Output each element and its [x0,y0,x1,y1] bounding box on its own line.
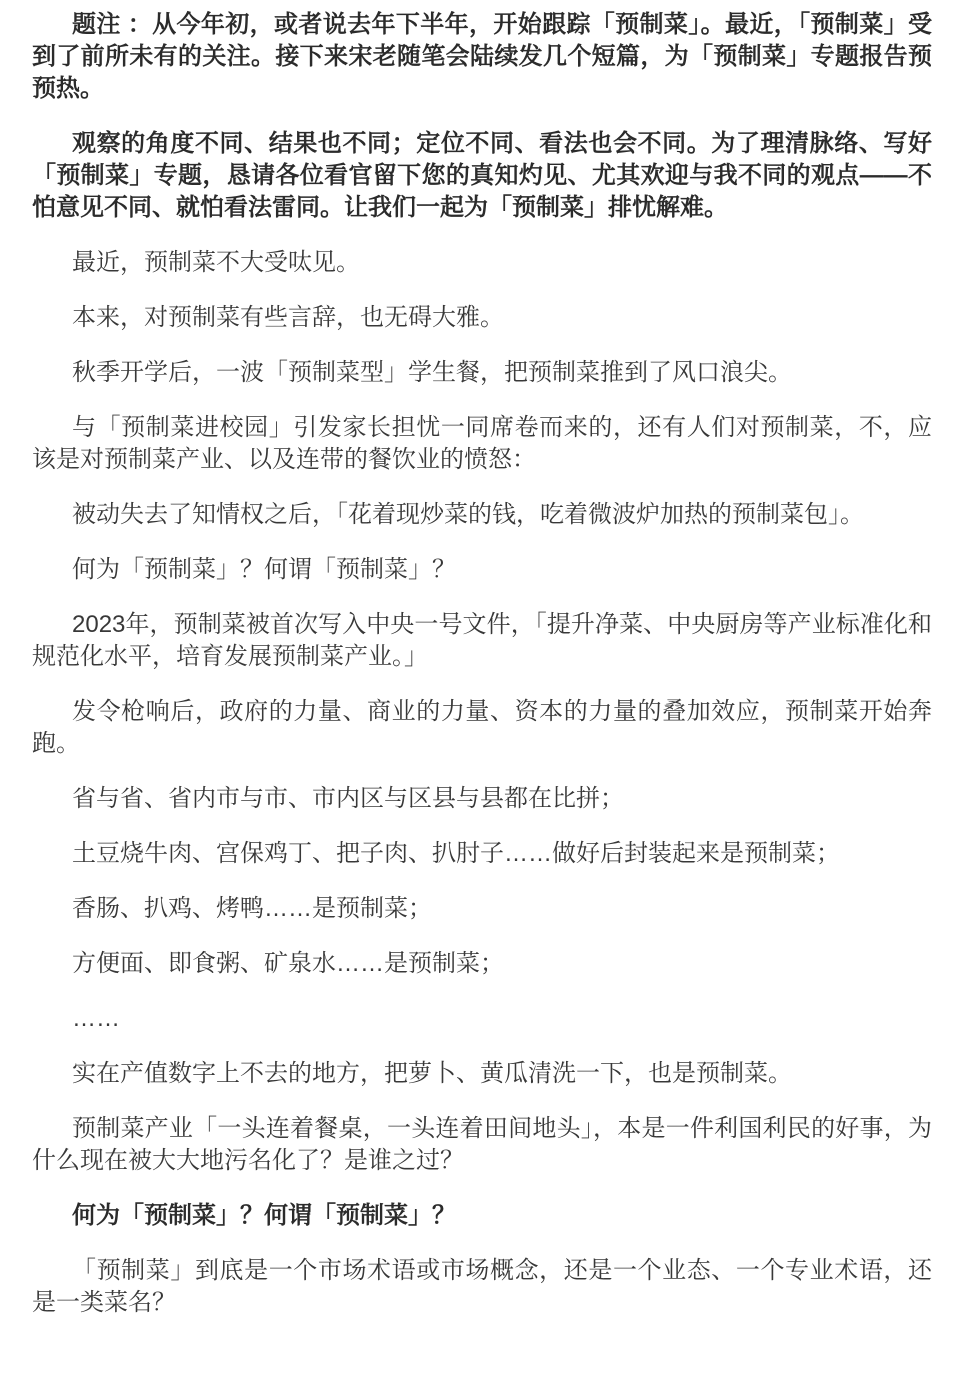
paragraph-author-invitation: 观察的角度不同、结果也不同；定位不同、看法也会不同。为了理清脉络、写好「预制菜」专题，恳请各位看官留下您的真知灼见、尤其欢迎与我不同的观点——不怕意见不同、就怕看法雷同。让我们一起为「预制菜」排忧解难。 [32,130,932,221]
paragraph: 土豆烧牛肉、宫保鸡丁、把子肉、扒肘子……做好后封装起来是预制菜； [72,840,840,867]
paragraph: 被动失去了知情权之后，「花着现炒菜的钱，吃着微波炉加热的预制菜包」。 [72,501,864,528]
paragraph: 本来，对预制菜有些言辞，也无碍大雅。 [72,304,504,331]
paragraph: 最近，预制菜不大受呔见。 [72,249,360,276]
paragraph: 香肠、扒鸡、烤鸭……是预制菜； [72,895,432,922]
paragraph: 2023年，预制菜被首次写入中央一号文件，「提升净菜、中央厨房等产业标准化和规范化水平，培育发展预制菜产业。」 [32,611,932,670]
paragraph-ellipsis: …… [72,1005,120,1032]
paragraph: 方便面、即食粥、矿泉水……是预制菜； [72,950,504,977]
paragraph: 实在产值数字上不去的地方，把萝卜、黄瓜清洗一下，也是预制菜。 [72,1060,792,1087]
paragraph: 预制菜产业「一头连着餐桌，一头连着田间地头」，本是一件利国利民的好事，为什么现在被大大地污名化了？是谁之过？ [32,1115,932,1174]
section-heading: 何为「预制菜」？何谓「预制菜」？ [72,1202,456,1229]
paragraph: 「预制菜」到底是一个市场术语或市场概念，还是一个业态、一个专业术语，还是一类菜名？ [32,1257,932,1316]
paragraph: 省与省、省内市与市、市内区与区县与县都在比拼； [72,785,624,812]
paragraph: 秋季开学后，一波「预制菜型」学生餐，把预制菜推到了风口浪尖。 [72,359,792,386]
paragraph-editors-note: 题注 ：从今年初，或者说去年下半年，开始跟踪「预制菜」。最近，「预制菜」受到了前所未有的关注。接下来宋老随笔会陆续发几个短篇，为「预制菜」专题报告预预热。 [32,11,932,102]
paragraph: 与「预制菜进校园」引发家长担忧一同席卷而来的，还有人们对预制菜，不，应该是对预制菜产业、以及连带的餐饮业的愤怒： [32,414,932,473]
paragraph: 发令枪响后，政府的力量、商业的力量、资本的力量的叠加效应，预制菜开始奔跑。 [32,698,932,757]
paragraph-question: 何为「预制菜」？何谓「预制菜」？ [72,556,456,583]
